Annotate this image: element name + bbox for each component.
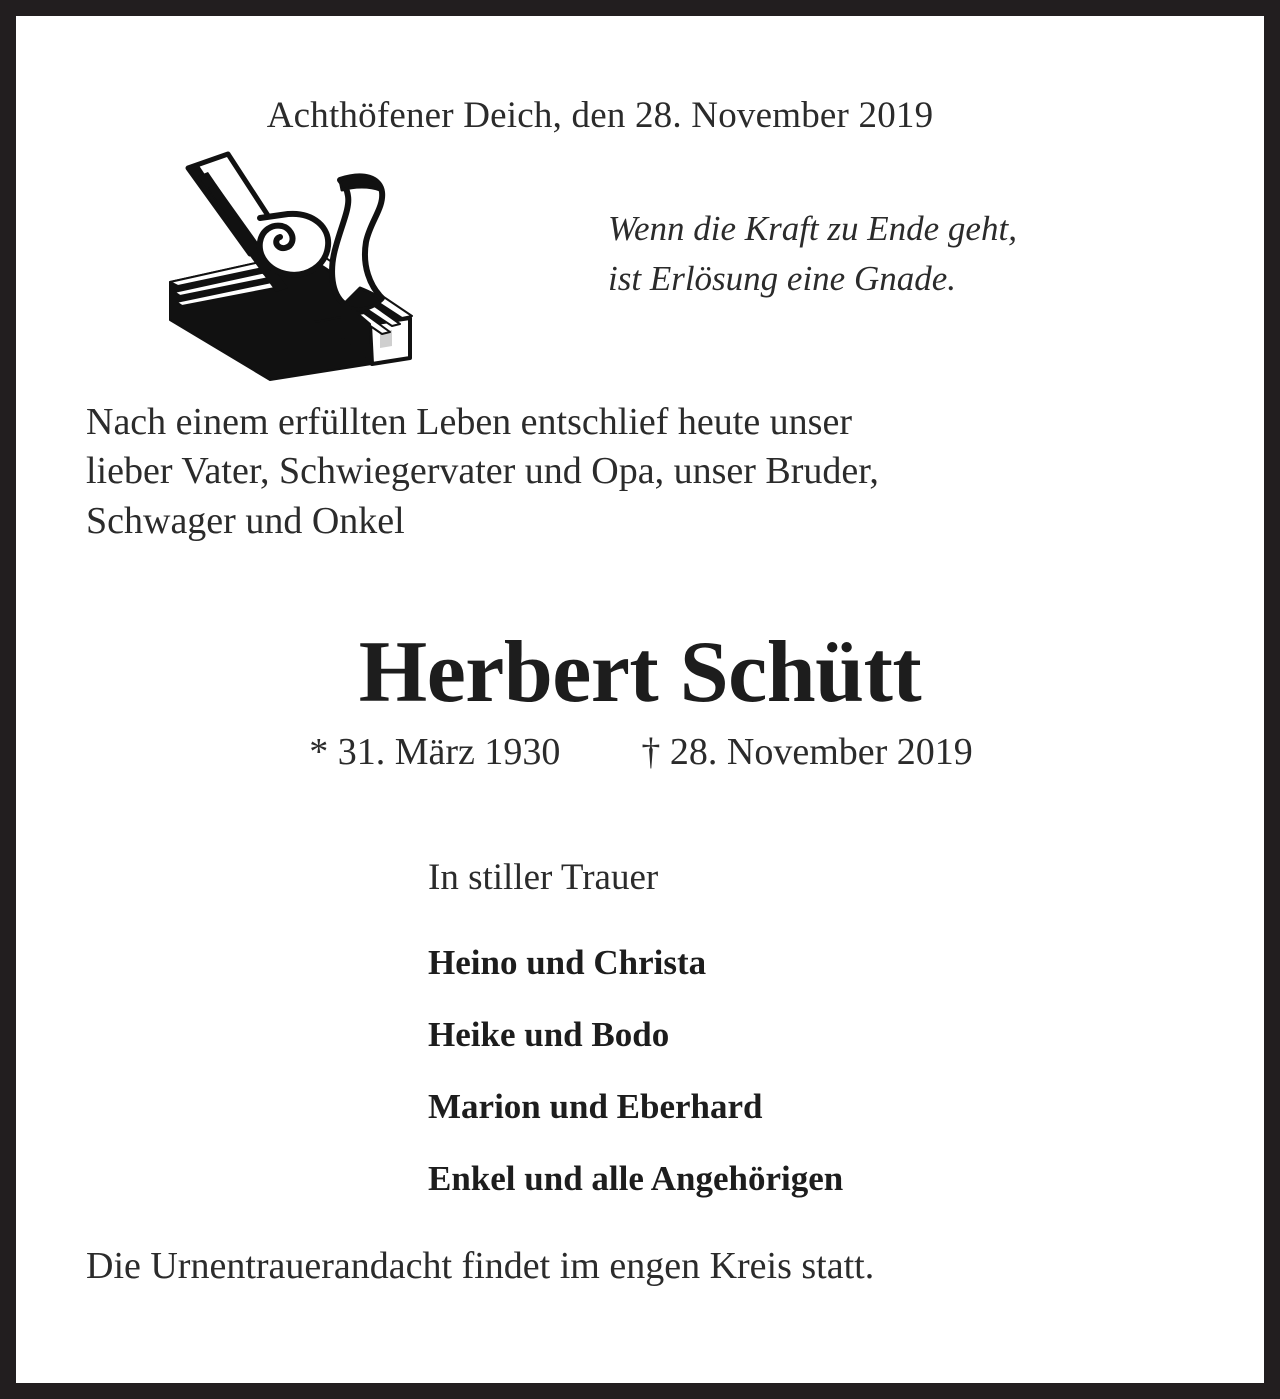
deceased-name: Herbert Schütt <box>358 624 922 721</box>
mourner-name: Heino und Christa <box>428 943 707 982</box>
hand-plane-icon <box>164 142 428 390</box>
mourners-block <box>428 856 1188 1199</box>
death-date-value: 28. November 2019 <box>669 731 973 773</box>
intro-line-2: lieber Vater, Schwiegervater und Opa, unser Bruder, <box>86 450 879 493</box>
mourner-name: Enkel und alle Angehörigen <box>428 1159 844 1198</box>
mourner-name: Marion und Eberhard <box>428 1087 763 1126</box>
verse-line-1: Wenn die Kraft zu Ende geht, <box>608 209 1017 248</box>
death-cross-icon: † <box>641 731 661 773</box>
verse-line-2: ist Erlösung eine Gnade. <box>608 258 957 298</box>
closing-note: Die Urnentrauerandacht findet im engen Kreis statt. <box>86 1245 875 1287</box>
birth-date <box>309 730 560 774</box>
birth-star-icon: * <box>309 731 329 773</box>
intro-line-1: Nach einem erfüllten Leben entschlief heute unser <box>86 401 852 443</box>
place-and-date: Achthöfener Deich, den 28. November 2019 <box>266 95 934 136</box>
life-dates <box>16 730 1266 774</box>
mourners-heading: In stiller Trauer <box>428 857 659 898</box>
mourner-name: Heike und Bodo <box>428 1015 670 1054</box>
intro-paragraph <box>86 398 1196 546</box>
obituary-card <box>16 16 1264 1383</box>
memorial-verse <box>608 204 1248 303</box>
birth-date-value: 31. März 1930 <box>337 731 561 773</box>
death-date <box>641 730 972 774</box>
intro-line-3: Schwager und Onkel <box>86 499 405 542</box>
